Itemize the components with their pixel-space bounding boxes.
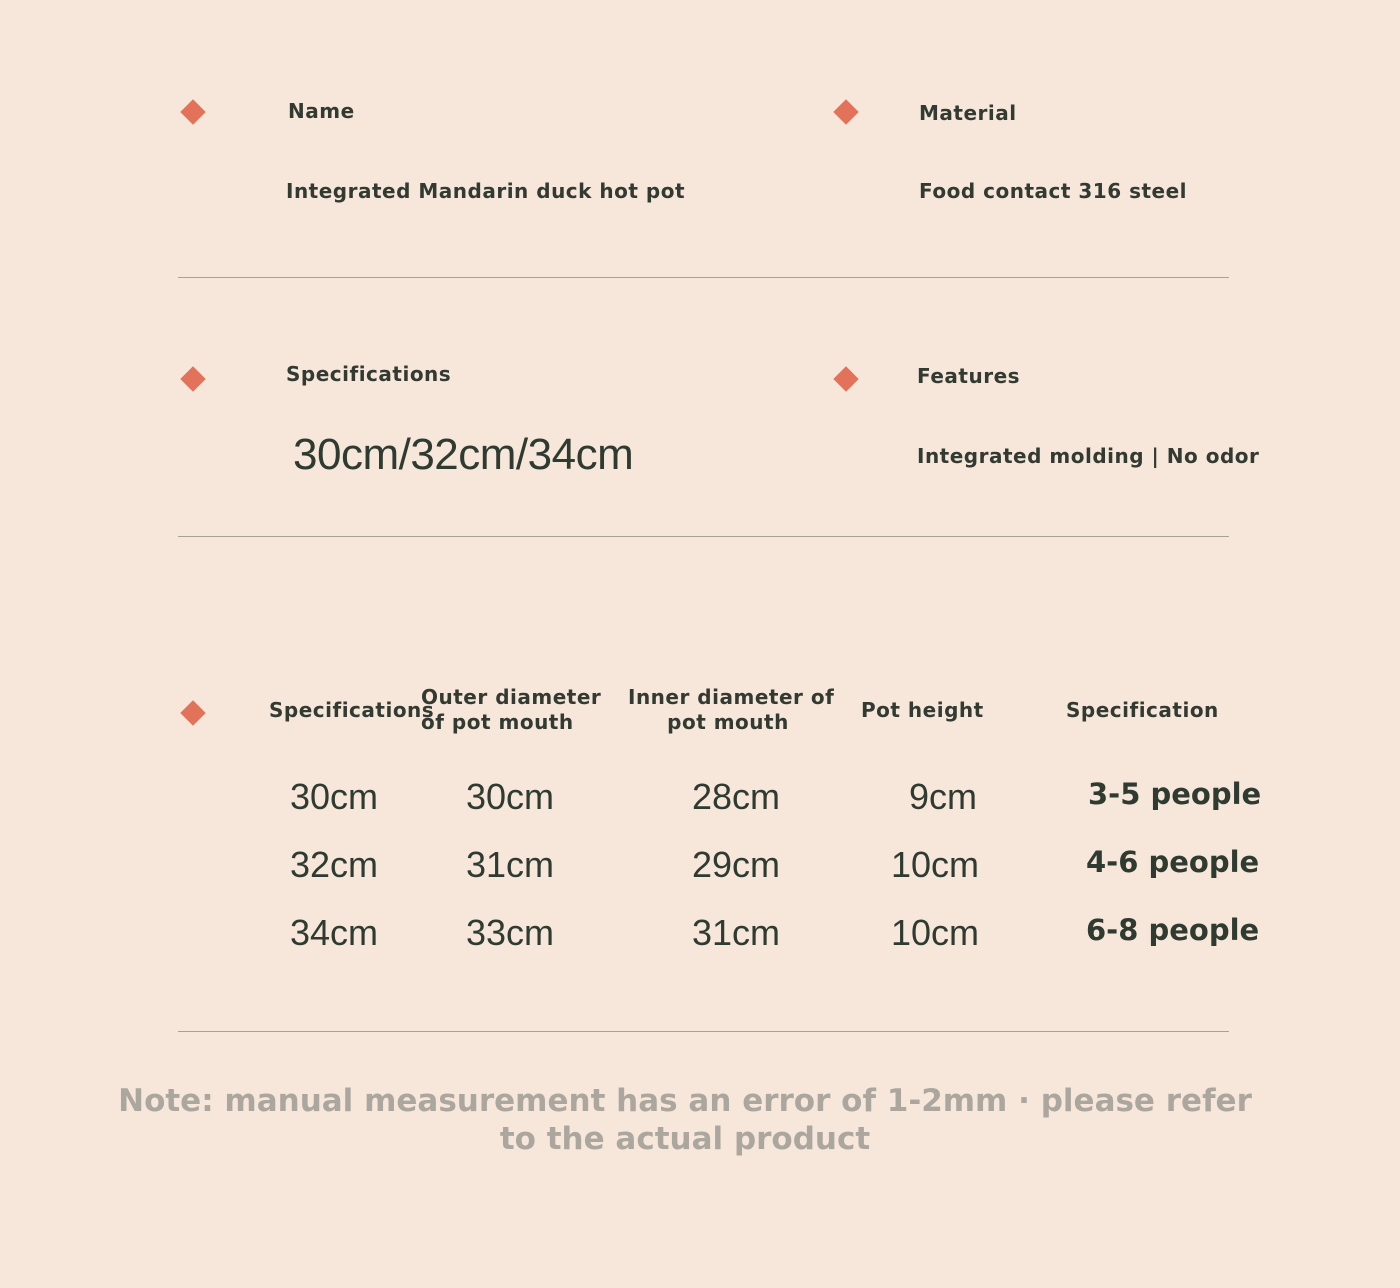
table-cell: 33cm: [466, 912, 555, 953]
table-cell: 30cm: [290, 776, 379, 817]
table-cell: 31cm: [466, 844, 555, 885]
divider: [178, 277, 1229, 278]
table-cell: 30cm: [466, 776, 555, 817]
table-cell: 10cm: [891, 844, 980, 885]
table-cell: 9cm: [909, 776, 978, 817]
table-cell: 31cm: [692, 912, 781, 953]
diamond-bullet-icon: [180, 700, 205, 725]
material-label: Material: [919, 101, 1017, 125]
divider: [178, 1031, 1229, 1032]
table-cell: 32cm: [290, 844, 379, 885]
table-cell: 3-5 people: [1088, 777, 1262, 811]
table-cell: 6-8 people: [1086, 913, 1260, 947]
name-value: Integrated Mandarin duck hot pot: [286, 179, 686, 203]
diamond-bullet-icon: [180, 99, 205, 124]
table-cell: 28cm: [692, 776, 781, 817]
diamond-bullet-icon: [180, 366, 205, 391]
measurement-note: Note: manual measurement has an error of 1-2mm · please refer to the actual product: [118, 1083, 1252, 1157]
name-label: Name: [288, 99, 355, 123]
table-header-outer-diameter: Outer diameter of pot mouth: [421, 685, 602, 734]
table-cell: 4-6 people: [1086, 845, 1260, 879]
table-cell: 29cm: [692, 844, 781, 885]
diamond-bullet-icon: [833, 366, 858, 391]
diamond-bullet-icon: [833, 99, 858, 124]
features-label: Features: [917, 364, 1021, 388]
material-value: Food contact 316 steel: [919, 179, 1188, 203]
divider: [178, 536, 1229, 537]
specifications-value: 30cm/32cm/34cm: [293, 430, 634, 479]
table-header-inner-diameter: Inner diameter of pot mouth: [628, 685, 835, 734]
table-cell: 34cm: [290, 912, 379, 953]
table-cell: 10cm: [891, 912, 980, 953]
table-header-specifications: Specifications: [269, 698, 435, 722]
table-header-specification: Specification: [1066, 698, 1219, 722]
specifications-label: Specifications: [286, 362, 452, 386]
features-value: Integrated molding | No odor: [917, 444, 1260, 468]
table-header-pot-height: Pot height: [861, 698, 984, 722]
